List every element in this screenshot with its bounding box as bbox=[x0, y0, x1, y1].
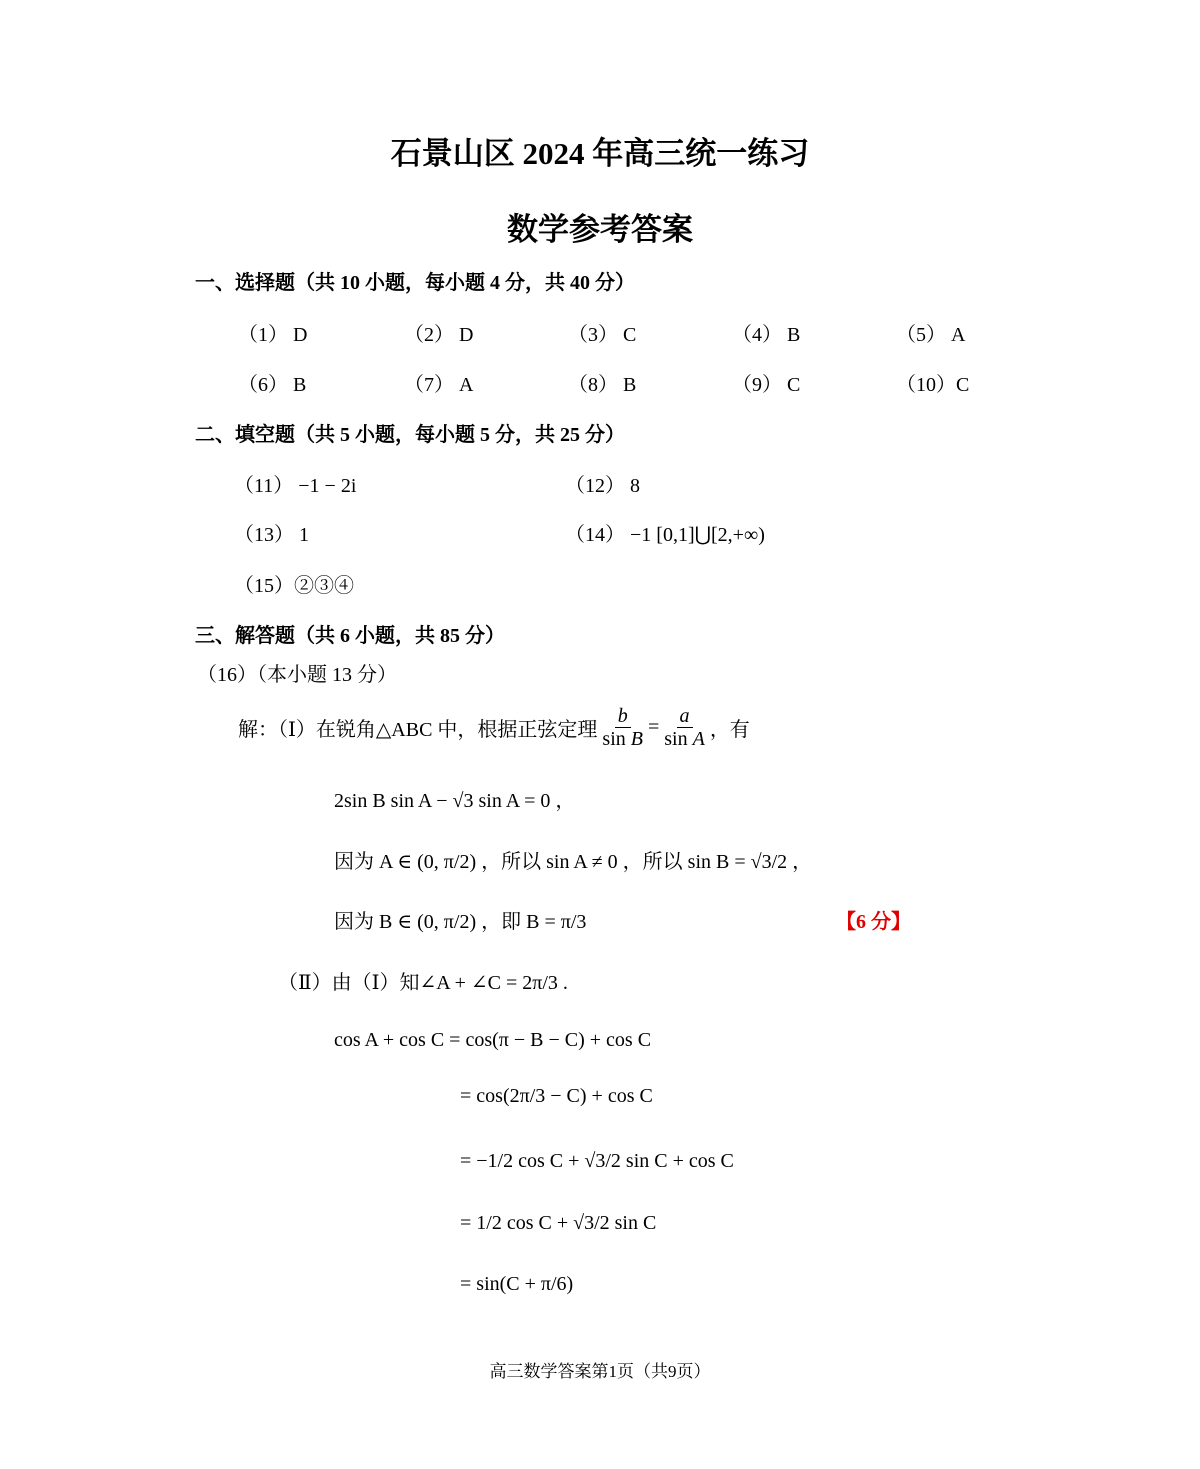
solution-text: 解：（Ⅰ）在锐角△ABC 中，根据正弦定理 bbox=[238, 719, 598, 741]
choice-answer: （8） B bbox=[568, 374, 637, 396]
section-heading-solution: 三、解答题（共 6 小题，共 85 分） bbox=[195, 625, 505, 647]
choice-answer: （10）C bbox=[896, 374, 970, 396]
choice-answer: （6） B bbox=[238, 374, 307, 396]
fill-answer: （12） 8 bbox=[565, 475, 640, 497]
choice-answer: （7） A bbox=[404, 374, 474, 396]
choice-answer: （2） D bbox=[404, 324, 474, 346]
solution-text: ，有 bbox=[709, 719, 750, 741]
choice-answer: （9） C bbox=[732, 374, 801, 396]
solution-part2: （Ⅱ）由（Ⅰ）知∠A + ∠C = 2π/3 . bbox=[278, 972, 568, 994]
page-title: 石景山区 2024 年高三统一练习 bbox=[390, 136, 810, 171]
derivation-step: = sin(C + π/6) bbox=[460, 1273, 574, 1295]
question-label: （16）（本小题 13 分） bbox=[197, 664, 397, 686]
solution-step: 因为 B ∈ (0, π/2) ，即 B = π/3 bbox=[334, 911, 587, 933]
fill-answer: （11） −1 − 2i bbox=[234, 475, 357, 497]
choice-answer: （5） A bbox=[896, 324, 966, 346]
fill-answer: （15）②③④ bbox=[234, 575, 354, 597]
solution-step: 因为 A ∈ (0, π/2) ，所以 sin A ≠ 0 ，所以 sin B = √3/2 ， bbox=[334, 851, 813, 873]
section-heading-choice: 一、选择题（共 10 小题，每小题 4 分，共 40 分） bbox=[195, 272, 635, 294]
choice-answer: （1） D bbox=[238, 324, 308, 346]
solution-part1-line: 解：（Ⅰ）在锐角△ABC 中，根据正弦定理 $\frac{b}{\text{sin B}}$ = $\frac{a}{\text{sin A}}$ ，有 bbox=[238, 705, 750, 750]
derivation-step: = −1/2 cos C + √3/2 sin C + cos C bbox=[460, 1150, 734, 1172]
fill-answer: （13） 1 bbox=[234, 524, 309, 546]
score-badge: 【6 分】 bbox=[836, 911, 911, 933]
fraction: $\frac{a}{\text{sin A}}$ bbox=[664, 705, 705, 750]
derivation-step: = 1/2 cos C + √3/2 sin C bbox=[460, 1212, 657, 1234]
section-heading-fill: 二、填空题（共 5 小题，每小题 5 分，共 25 分） bbox=[195, 424, 625, 446]
choice-answer: （4） B bbox=[732, 324, 801, 346]
fill-answer: （14） −1 [0,1]⋃[2,+∞) bbox=[565, 524, 765, 546]
choice-answer: （3） C bbox=[568, 324, 637, 346]
equation: 2sin B sin A − √3 sin A = 0 ， bbox=[334, 790, 576, 812]
derivation-step: = cos(2π/3 − C) + cos C bbox=[460, 1085, 653, 1107]
fraction: $\frac{b}{\text{sin B}}$ bbox=[602, 705, 643, 750]
page-footer: 高三数学答案第1页（共9页） bbox=[489, 1362, 711, 1381]
derivation-step: cos A + cos C = cos(π − B − C) + cos C bbox=[334, 1029, 652, 1051]
page-subtitle: 数学参考答案 bbox=[507, 212, 693, 247]
